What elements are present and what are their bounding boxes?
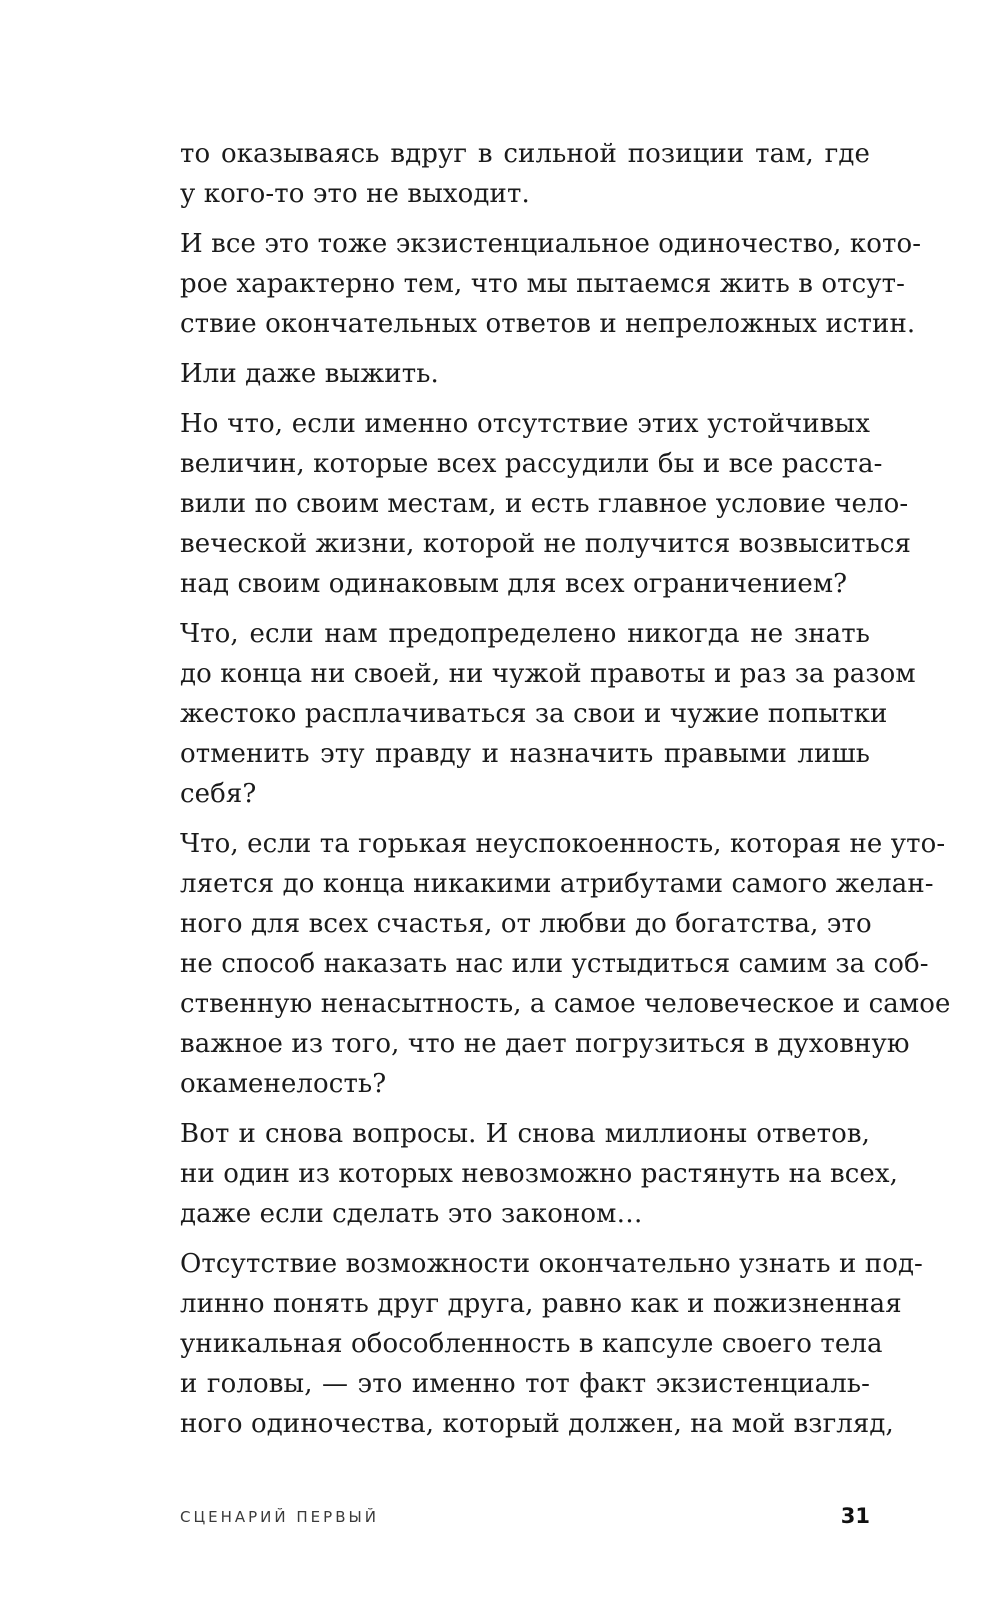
text-line: Что, если та горькая неуспокоенность, которая не уто-	[180, 829, 946, 859]
text-line: Или даже выжить.	[180, 359, 439, 389]
paragraph	[180, 614, 916, 814]
text-line: себя?	[180, 779, 257, 809]
paragraph	[180, 1244, 923, 1444]
text-line: важное из того, что не дает погрузиться в духовную	[180, 1029, 910, 1059]
paragraph	[180, 1114, 899, 1234]
text-line: ного одиночества, который должен, на мой взгляд,	[180, 1409, 894, 1439]
text-line: рое характерно тем, что мы пытаемся жить в отсут-	[180, 269, 906, 299]
text-line: не способ наказать нас или устыдиться самим за соб-	[180, 949, 929, 979]
text-line: И все это тоже экзистенциальное одиночество, кото-	[180, 229, 922, 259]
text-line: и головы, — это именно тот факт экзистенциаль-	[180, 1369, 870, 1399]
text-line: окаменелость?	[180, 1069, 387, 1099]
text-line: над своим одинаковым для всех ограничением?	[180, 569, 848, 599]
paragraph	[180, 354, 870, 394]
text-line: Вот и снова вопросы. И снова миллионы ответов,	[180, 1119, 870, 1149]
text-line: ствие окончательных ответов и непреложных истин.	[180, 309, 916, 339]
page-number: 31	[840, 1504, 870, 1528]
page-footer	[180, 1504, 870, 1528]
text-line: у кого-то это не выходит.	[180, 179, 530, 209]
text-line: жестоко расплачиваться за свои и чужие попытки	[180, 699, 888, 729]
text-line: Что, если нам предопределено никогда не знать	[180, 619, 870, 649]
paragraph	[180, 134, 870, 214]
paragraph	[180, 824, 951, 1104]
text-line: ни один из которых невозможно растянуть на всех,	[180, 1159, 899, 1189]
body-text	[180, 134, 951, 1454]
text-line: до конца ни своей, ни чужой правоты и раз за разом	[180, 659, 916, 689]
text-line: Отсутствие возможности окончательно узнать и под-	[180, 1249, 923, 1279]
text-line: даже если сделать это законом…	[180, 1199, 643, 1229]
text-line: ляется до конца никакими атрибутами самого желан-	[180, 869, 934, 899]
text-line: уникальная обособленность в капсуле своего тела	[180, 1329, 883, 1359]
running-head: СЦЕНАРИЙ ПЕРВЫЙ	[180, 1508, 379, 1526]
text-line: вили по своим местам, и есть главное условие чело-	[180, 489, 909, 519]
text-line: ственную ненасытность, а самое человеческое и самое	[180, 989, 951, 1019]
text-line: то оказываясь вдруг в сильной позиции там, где	[180, 139, 870, 169]
text-line: Но что, если именно отсутствие этих устойчивых	[180, 409, 870, 439]
paragraph	[180, 404, 912, 604]
text-line: ного для всех счастья, от любви до богатства, это	[180, 909, 872, 939]
text-line: линно понять друг друга, равно как и пожизненная	[180, 1289, 902, 1319]
paragraph	[180, 224, 922, 344]
text-line: отменить эту правду и назначить правыми лишь	[180, 739, 870, 769]
text-line: величин, которые всех рассудили бы и все расста-	[180, 449, 883, 479]
text-line: веческой жизни, которой не получится возвыситься	[180, 529, 912, 559]
